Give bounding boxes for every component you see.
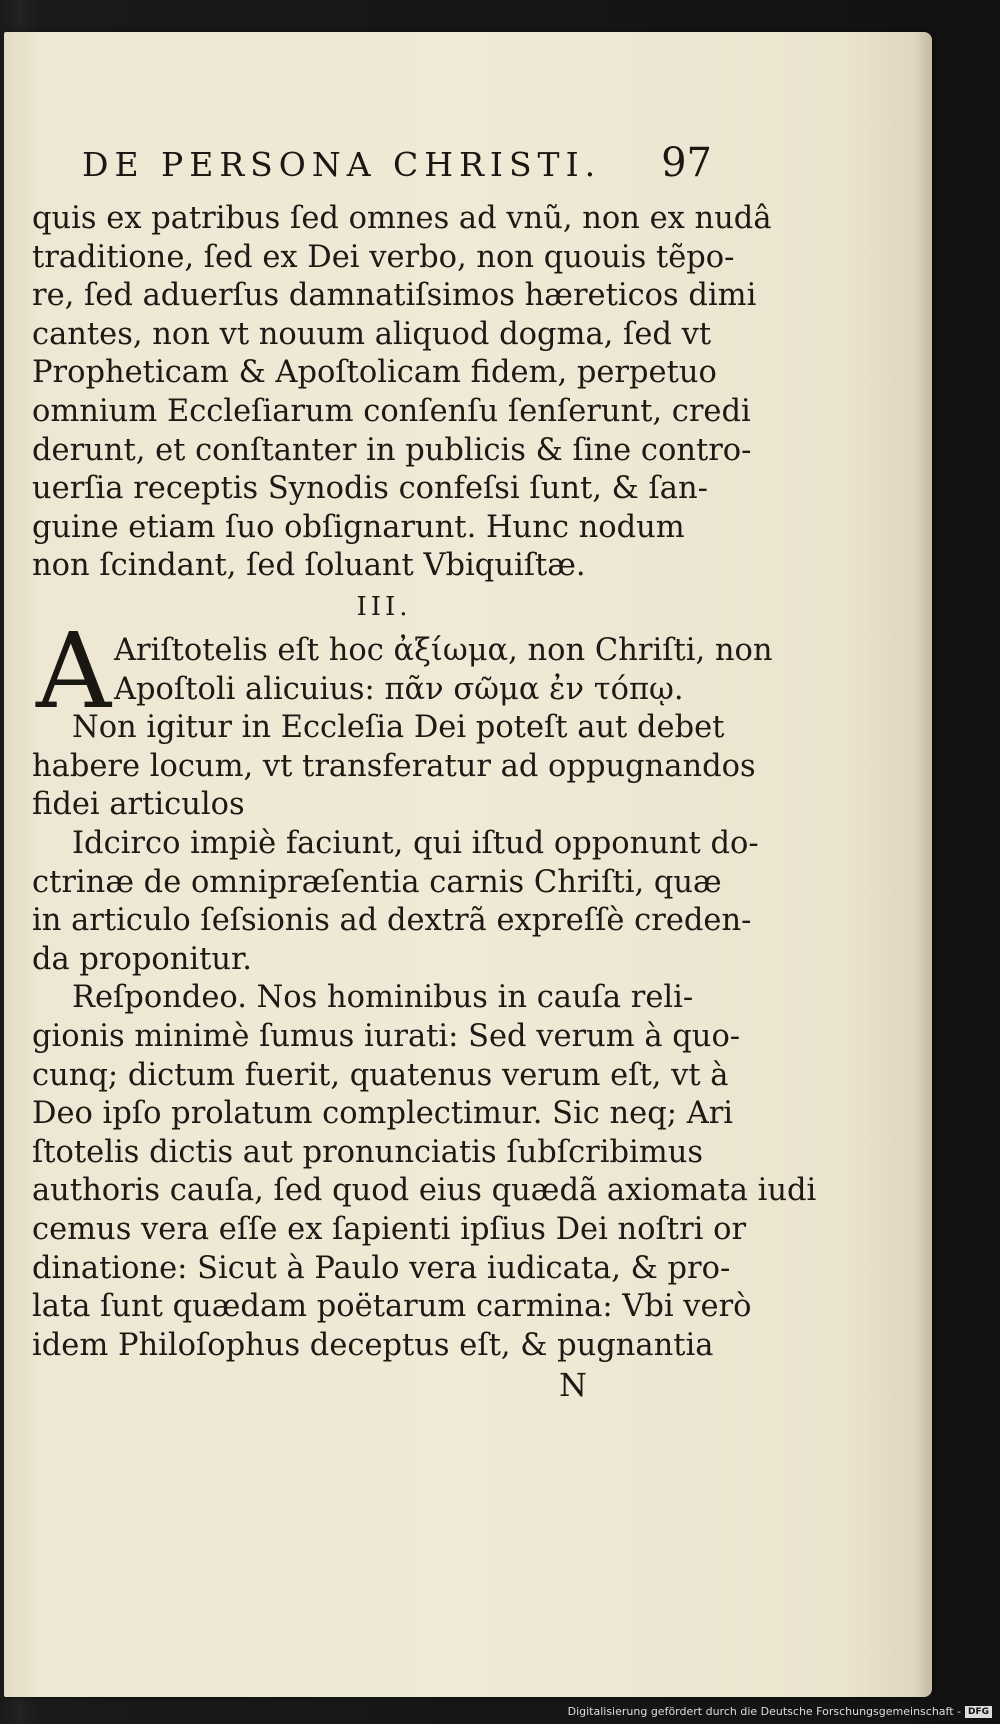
text-line: cemus vera eſſe ex ſapienti ipſius Dei noſtri or (32, 1211, 747, 1247)
text-line: in articulo ſeſsionis ad dextrã expreſſè creden- (32, 903, 752, 939)
text-line: uerſia receptis Synodis confeſsi ſunt, & ſan- (32, 471, 708, 507)
page-number: 97 (661, 140, 712, 186)
text-line: lata ſunt quædam poëtarum carmina: Vbi verò (32, 1289, 752, 1325)
text-line: quis ex patribus ſed omnes ad vnũ, non ex nudâ (32, 201, 772, 236)
text-line: Non igitur in Eccleſia Dei poteſt aut debet (72, 710, 725, 746)
text-line: traditione, ſed ex Dei verbo, non quouis tẽpo- (32, 239, 735, 275)
footer-credit (568, 1705, 992, 1718)
text-line: derunt, et conſtanter in publicis & ſine contro- (32, 432, 752, 468)
text-line: omnium Eccleſiarum conſenſu ſenſerunt, credi (32, 393, 751, 429)
text-line: da proponitur. (32, 941, 252, 977)
text-line: fidei articulos (32, 787, 245, 823)
dfg-logo: DFG (965, 1706, 992, 1718)
text-line: idem Philoſophus deceptus eſt, & pugnantia (32, 1327, 714, 1363)
text-line: authoris cauſa, ſed quod eius quædã axiomata iudi (32, 1173, 817, 1209)
paragraph-1 (32, 200, 772, 586)
drop-cap-initial: A (36, 610, 112, 732)
text-line: habere locum, vt transferatur ad oppugnandos (32, 748, 756, 784)
text-line: Idcirco impiè faciunt, qui iſtud opponunt do- (72, 825, 759, 861)
text-line: non ſcindant, ſed ſoluant Vbiquiſtæ. (32, 548, 586, 584)
footer-text: Digitalisierung gefördert durch die Deutsche Forschungsgemeinschaft - (567, 1705, 961, 1718)
text-line: re, ſed aduerſus damnatiſsimos hæreticos dimi (32, 278, 757, 314)
text-line: Deo ipſo prolatum complectimur. Sic neq; Ari (32, 1096, 734, 1132)
paragraph-2-3 (32, 632, 817, 1365)
section-number: III. (356, 592, 412, 622)
text-line: dinatione: Sicut à Paulo vera iudicata, & pro- (32, 1250, 731, 1286)
text-line: cantes, non vt nouum aliquod dogma, ſed vt (32, 316, 712, 352)
signature-mark: N (559, 1366, 587, 1404)
text-line: guine etiam ſuo obſignarunt. Hunc nodum (32, 509, 685, 545)
text-line: Apoſtoli alicuius: πᾶν σῶμα ἐν τόπῳ. (114, 671, 684, 707)
text-line: ctrinæ de omnipræſentia carnis Chriſti, quæ (32, 864, 722, 900)
text-line: cunq; dictum fuerit, quatenus verum eſt, vt à (32, 1057, 729, 1093)
text-line: ſtotelis dictis aut pronunciatis ſubſcribimus (32, 1134, 703, 1170)
running-head (82, 140, 712, 186)
text-line: gionis minimè ſumus iurati: Sed verum à quo- (32, 1018, 741, 1054)
text-line: Reſpondeo. Nos hominibus in cauſa reli- (72, 980, 694, 1016)
text-line: Propheticam & Apoſtolicam fidem, perpetuo (32, 355, 717, 391)
running-head-title: DE PERSONA CHRISTI. (82, 145, 602, 184)
book-page (4, 32, 932, 1697)
text-line: Ariſtotelis eſt hoc ἀξίωμα, non Chriſti, non (114, 633, 773, 668)
